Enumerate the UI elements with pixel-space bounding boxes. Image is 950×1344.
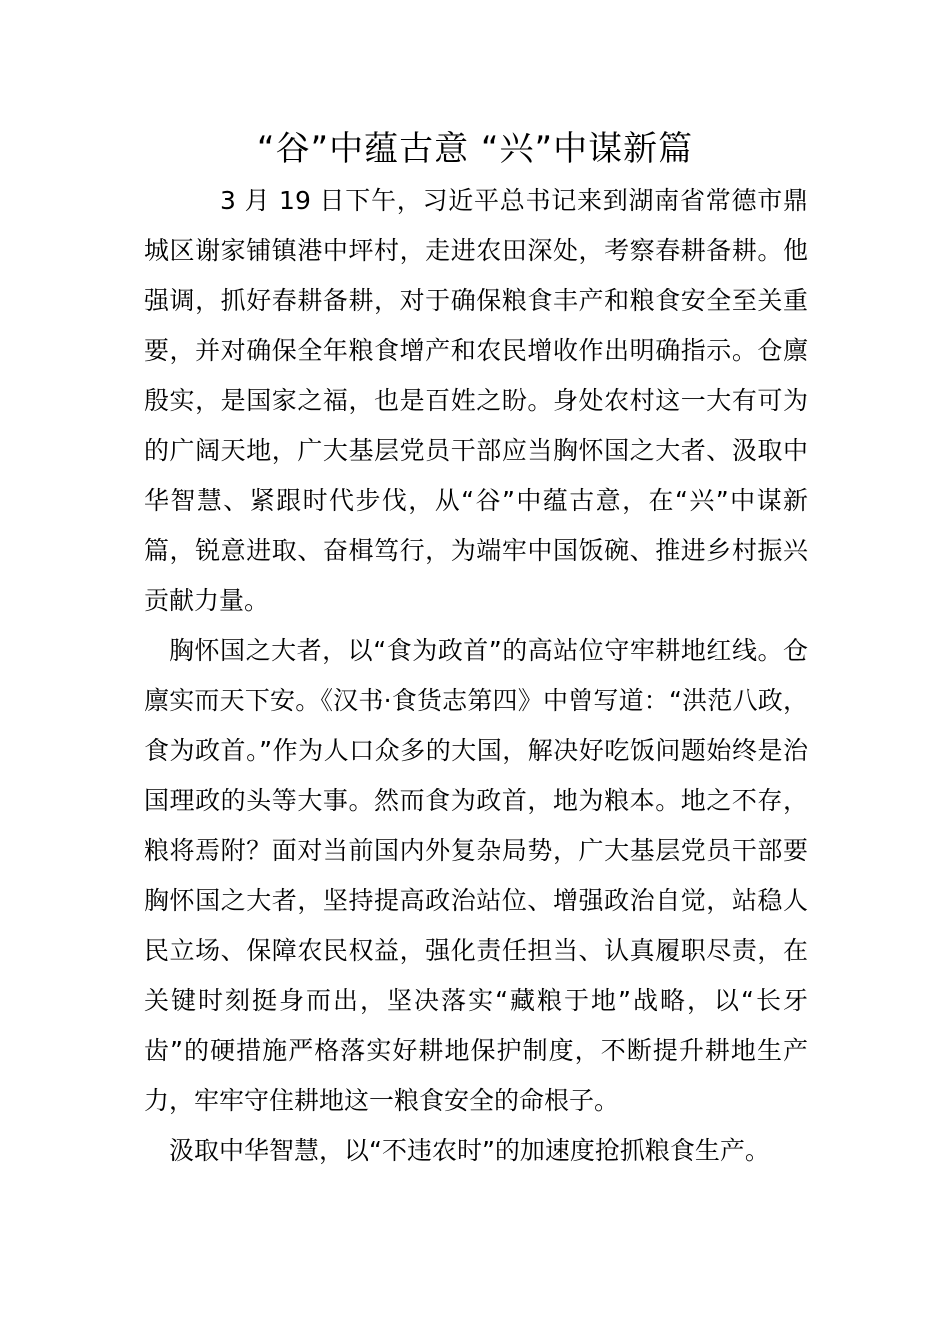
paragraph-3: 汲取中华智慧，以“不违农时”的加速度抢抓粮食生产。 — [169, 1136, 770, 1165]
paragraph-2: 胸怀国之大者，以“食为政首”的高站位守牢耕地红线。仓廪实而天下安。《汉书·食货志第四》中曾写道：“洪范八政，食为政首。”作为人口众多的大国，解决好吃饭问题始终是治国理政的头等大事。然而食为政首，地为粮本。地之不存，粮将焉附？面对当前国内外复杂局势，广大基层党员干部要胸怀国之大者，坚持提高政治站位、增强政治自觉，站稳人民立场、保障农民权益，强化责任担当、认真履职尽责，在关键时刻挺身而出，坚决落实“藏粮于地”战略，以“长牙齿”的硬措施严格落实好耕地保护制度，不断提升耕地生产力，牢牢守住耕地这一粮食安全的命根子。 — [144, 636, 808, 1115]
paragraph-1: 3 月 19 日下午，习近平总书记来到湖南省常德市鼎城区谢家铺镇港中坪村，走进农田深处，考察春耕备耕。他强调，抓好春耕备耕，对于确保粮食丰产和粮食安全至关重要，并对确保全年粮食增产和农民增收作出明确指示。仓廪殷实，是国家之福，也是百姓之盼。身处农村这一大有可为的广阔天地，广大基层党员干部应当胸怀国之大者、汲取中华智慧、紧跟时代步伐，从“谷”中蕴古意，在“兴”中谋新篇，锐意进取、奋楫笃行，为端牢中国饭碗、推进乡村振兴贡献力量。 — [144, 186, 808, 615]
document-title: “谷”中蕴古意 “兴”中谋新篇 — [256, 129, 694, 169]
document-body — [144, 176, 808, 1176]
